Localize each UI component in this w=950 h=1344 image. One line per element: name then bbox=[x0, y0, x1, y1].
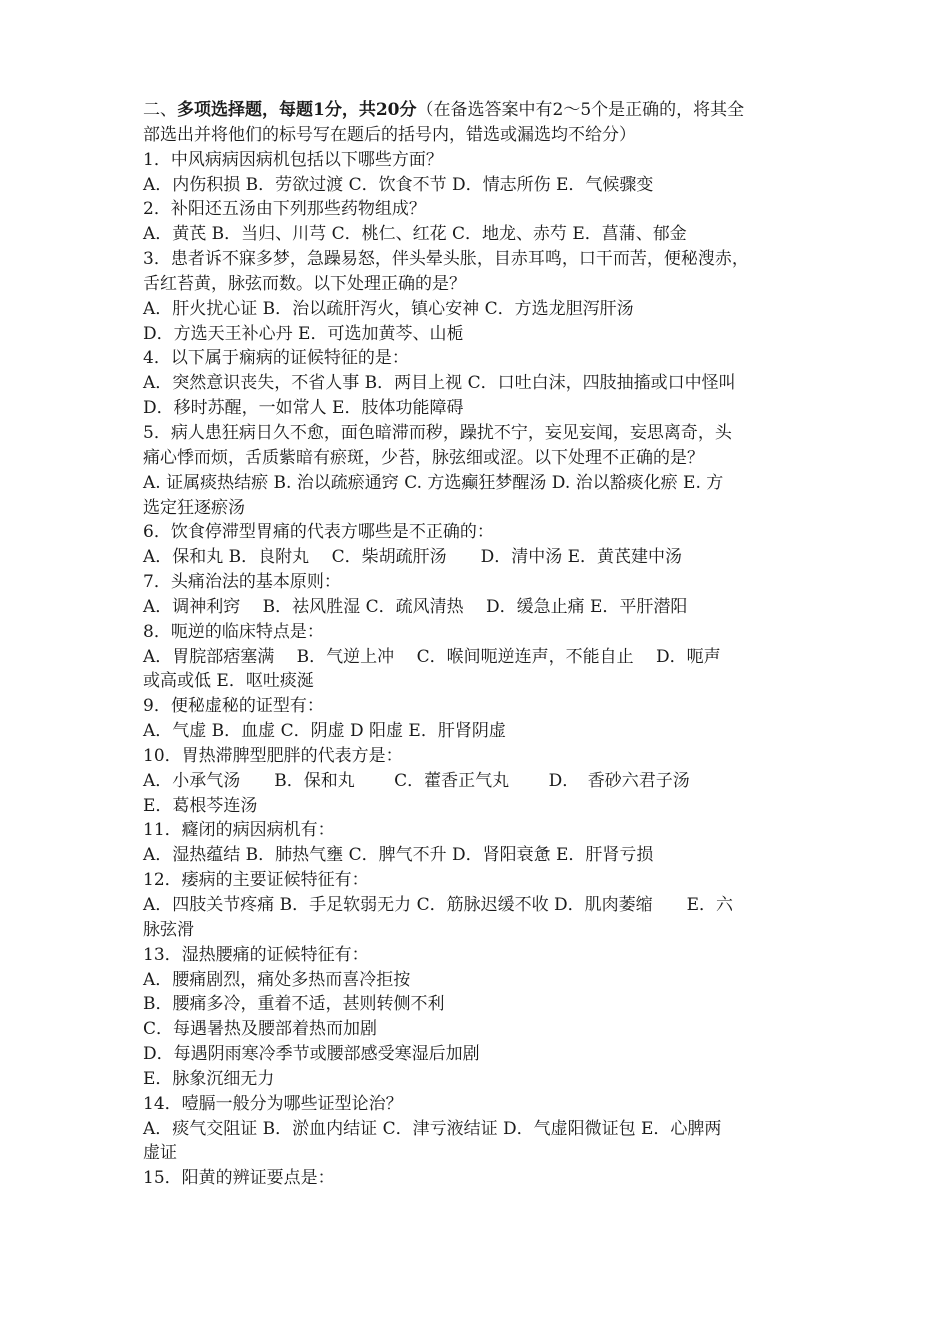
option-line: A．胃脘部痞塞满 B．气逆上冲 C．喉间呃逆连声，不能自止 D．呃声 bbox=[143, 646, 721, 667]
question-line: 8．呃逆的临床特点是： bbox=[143, 621, 324, 642]
option-line: C．每遇暑热及腰部着热而加剧 bbox=[143, 1019, 378, 1040]
option-line: A．保和丸 B．良附丸 C．柴胡疏肝汤 D．清中汤 E．黄芪建中汤 bbox=[143, 547, 683, 568]
question-line: 7．头痛治法的基本原则： bbox=[143, 572, 341, 593]
text-line: 虚证 bbox=[143, 1143, 177, 1164]
section-number: 二、 bbox=[143, 100, 177, 120]
option-line: A．黄芪 B．当归、川芎 C．桃仁、红花 C．地龙、赤芍 E．菖蒲、郁金 bbox=[143, 224, 687, 245]
question-line: 10．胃热滞脾型肥胖的代表方是： bbox=[143, 745, 403, 766]
text-line: 选定狂逐瘀汤 bbox=[143, 497, 245, 518]
text-line: 或高或低 E．呕吐痰涎 bbox=[143, 671, 314, 692]
question-line: 9．便秘虚秘的证型有： bbox=[143, 696, 324, 717]
option-line: D．每遇阴雨寒冷季节或腰部感受寒湿后加剧 bbox=[143, 1044, 480, 1065]
option-line: E．葛根芩连汤 bbox=[143, 795, 258, 816]
option-line: A. 证属痰热结瘀 B. 治以疏瘀通窍 C. 方选癫狂梦醒汤 D. 治以豁痰化瘀 E. 方 bbox=[143, 472, 724, 493]
question-line: 14．噎膈一般分为哪些证型论治？ bbox=[143, 1093, 403, 1114]
question-line: 4．以下属于痫病的证候特征的是： bbox=[143, 348, 409, 369]
question-line: 3．患者诉不寐多梦，急躁易怒，伴头晕头胀，目赤耳鸣，口干而苦，便秘溲赤， bbox=[143, 249, 749, 270]
option-line: A．四肢关节疼痛 B．手足软弱无力 C．筋脉迟缓不收 D．肌肉萎缩 E．六 bbox=[143, 895, 734, 915]
section-note-continued: 部选出并将他们的标号写在题后的括号内，错选或漏选均不给分） bbox=[143, 124, 636, 145]
section-title: 多项选择题，每题1分，共20分 bbox=[177, 100, 417, 120]
question-line: 12．痿病的主要证候特征有： bbox=[143, 870, 369, 891]
option-line: A．痰气交阻证 B．淤血内结证 C．津亏液结证 D．气虚阳微证包 E．心脾两 bbox=[143, 1118, 722, 1139]
option-line: D．移时苏醒，一如常人 E．肢体功能障碍 bbox=[143, 398, 464, 419]
text-line: 脉弦滑 bbox=[143, 919, 194, 940]
question-list bbox=[143, 148, 811, 1191]
option-line: A．调神利窍 B．祛风胜湿 C．疏风清热 D．缓急止痛 E．平肝潜阳 bbox=[143, 596, 688, 617]
option-line: A．湿热蕴结 B．肺热气壅 C．脾气不升 D．肾阳衰惫 E．肝肾亏损 bbox=[143, 845, 654, 866]
question-line: 11．癃闭的病因病机有： bbox=[143, 820, 335, 841]
question-line: 1．中风病病因病机包括以下哪些方面？ bbox=[143, 149, 443, 170]
text-line: 痛心悸而烦，舌质紫暗有瘀斑，少苔，脉弦细或涩。以下处理不正确的是？ bbox=[143, 447, 704, 468]
text-line: 舌红苔黄，脉弦而数。以下处理正确的是？ bbox=[143, 273, 466, 294]
option-line: A．肝火扰心证 B．治以疏肝泻火，镇心安神 C．方选龙胆泻肝汤 bbox=[143, 298, 634, 319]
section-heading bbox=[143, 98, 811, 123]
question-line: 5．病人患狂病日久不愈，面色暗滞而秽，躁扰不宁，妄见妄闻，妄思离奇，头 bbox=[143, 422, 732, 443]
question-line: 15．阳黄的辨证要点是： bbox=[143, 1168, 335, 1189]
option-line: B．腰痛多冷，重着不适，甚则转侧不利 bbox=[143, 994, 445, 1015]
option-line: A．内伤积损 B．劳欲过渡 C．饮食不节 D．情志所伤 E．气候骤变 bbox=[143, 174, 654, 195]
question-line: 13．湿热腰痛的证候特征有： bbox=[143, 944, 369, 965]
question-line: 6．饮食停滞型胃痛的代表方哪些是不正确的： bbox=[143, 522, 494, 543]
option-line: D．方选天王补心丹 E．可选加黄芩、山栀 bbox=[143, 323, 464, 344]
option-line: A．小承气汤 B．保和丸 C．藿香正气丸 D． 香砂六君子汤 bbox=[143, 770, 690, 791]
option-line: E．脉象沉细无力 bbox=[143, 1068, 275, 1089]
question-line: 2．补阳还五汤由下列那些药物组成？ bbox=[143, 199, 426, 220]
section-note: （在备选答案中有2～5个是正确的，将其全 bbox=[416, 100, 745, 120]
option-line: A．气虚 B．血虚 C．阴虚 D 阳虚 E．肝肾阴虚 bbox=[143, 721, 506, 742]
option-line: A．突然意识丧失，不省人事 B．两目上视 C．口吐白沫，四肢抽搐或口中怪叫 bbox=[143, 373, 736, 394]
document-page bbox=[143, 98, 811, 1191]
option-line: A．腰痛剧烈，痛处多热而喜冷拒按 bbox=[143, 969, 411, 990]
